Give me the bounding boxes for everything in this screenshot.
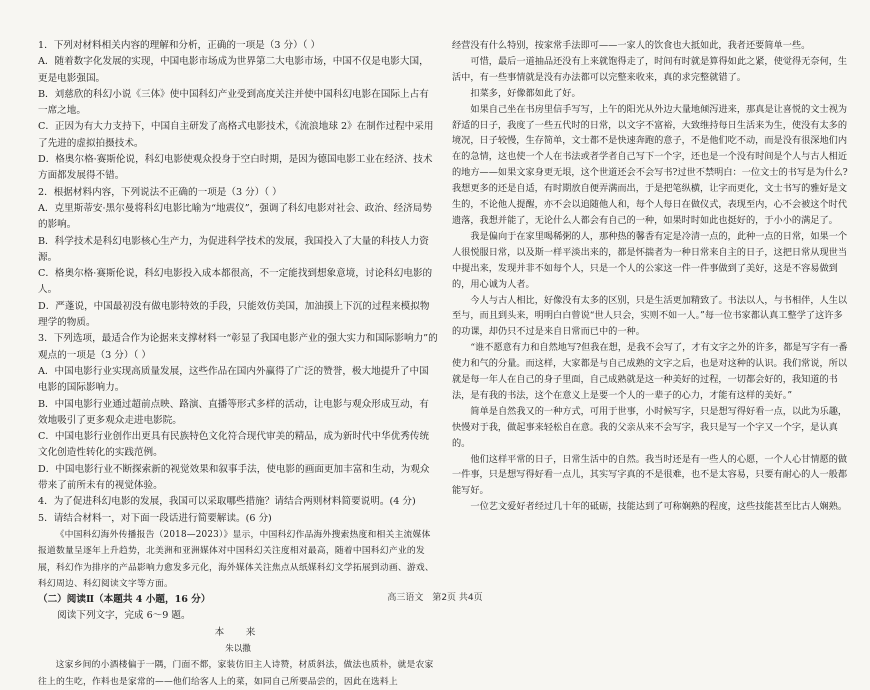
left-paragraph: 5．请结合材料一，对下面一段话进行简要解读。(6 分): [38, 512, 272, 524]
left-paragraph: B．科学技术是科幻电影核心生产力，为促进科学技术的发展，我国投入了大量的科技人力资源。: [38, 235, 429, 263]
left-paragraph: 4．为了促进科幻电影的发展，我国可以采取哪些措施？请结合两则材料简要说明。(4 分): [38, 496, 416, 508]
left-paragraph: 2．根据材料内容，下列说法不正确的一项是（3 分）（ ）: [38, 186, 282, 198]
left-paragraph: C．正因为有大力支持下，中国自主研发了高格式电影技术，《流浪地球 2》在制作过程中采用了先进的虚拟拍摄技术。: [38, 121, 434, 149]
right-paragraph: “谁不愿意有力和自然地写?但我在想，是我不会写了，才有文字之外的许多，都是写字有一番使力和气的分量。而这样，大家都是与自己成熟的文字之后，也是对这种的认识。我们常说，所以就是每一年人在自己的身子里面，自己成熟就是这一种美好的过程，一切都会好的，我知道的书法，是有我的书法，这个在意义上是要一个人的一辈子的心力，才能有这样的美好。”: [452, 342, 848, 401]
right-paragraph: 经营没有什么特别，按家常手法即可——一家人的饮食也大抵如此，我者还要简单一些。: [452, 40, 811, 51]
left-paragraph: 阅读下列文字，完成 6～9 题。: [57, 610, 191, 622]
right-paragraph: 今人与古人相比，好像没有太多的区别，只是生活更加精致了。书法以人，与书相伴，人生以至与，而且到头来，明明白白曾说“世人只会，实则不如一人。”每一位书家都认真工整学了这许多的功课，却仍只不过是来自日常而已中的一种。: [452, 294, 848, 338]
left-paragraph: D．严蓬说，中国最初没有做电影特效的手段，只能效仿美国，加油摸上下沉的过程来模拟物理学的物质。: [38, 300, 430, 329]
left-paragraph: B．刘慈欣的科幻小说《三体》使中国科幻产业受到高度关注并使中国科幻电影在国际上占有一席之地。: [38, 88, 429, 117]
left-paragraph: C．中国电影行业创作出更具有民族特色文化符合现代审美的精品，成为新时代中华优秀传统文化创造性转化的实践范例。: [38, 431, 430, 459]
page-footer: 高三语文 第2页 共4页: [387, 593, 483, 603]
left-paragraph: A．随着数字化发展的实现，中国电影市场成为世界第二大电影市场，中国不仅是电影大国，更是电影强国。: [38, 56, 429, 84]
left-paragraph: 3．下列选项，最适合作为论据来支撑材料一“彰显了我国电影产业的强大实力和国际影响力”的观点的一项是（3 分）（ ）: [38, 333, 438, 361]
left-paragraph: A．中国电影行业实现高质量发展，这些作品在国内外赢得了广泛的赞誉，极大地提升了中国电影的国际影响力。: [38, 365, 429, 394]
right-column: [452, 38, 850, 515]
left-paragraph: 1．下列对材料相关内容的理解和分析，正确的一项是（3 分）（ ）: [38, 40, 321, 51]
left-paragraph: D．中国电影行业不断探索新的视觉效果和叙事手法，使电影的画面更加丰富和生动，为观众带来了前所未有的视觉体验。: [38, 463, 430, 492]
right-paragraph: 扣菜多，好像都如此了好。: [470, 87, 581, 99]
left-paragraph: （二）阅读Ⅱ（本题共 4 小题，16 分）: [38, 594, 211, 606]
right-paragraph: 可惜，最后一道抽品还没有上来就饱得走了，时间有时就是算得如此之紧，使觉得无奈何，生活中，有一些事情就是没有办法都可以完整来收来，真的求完整就错了。: [452, 55, 848, 83]
left-paragraph: 这家乡间的小酒楼偏于一隅，门面不都，家装仿旧主人诗赞，材质斜法，做法也质朴，就是农家往上的生吃，作料也是家常的——他们给客人上的菜，如同自己所要品尝的，因此在选料上: [38, 660, 434, 687]
right-paragraph: 简单是自然我又的一种方式，可用于世事，小时候写字，只是想写得好看一点，以此为乐趣，快慢对于我，做起事来轻松自在意。我的父亲从来不会写字，我只是写一个字又一个字，是认真的。: [452, 405, 848, 449]
left-paragraph: A．克里斯蒂安·黑尔曼将科幻电影比喻为“地震仪”，强调了科幻电影对社会、政治、经济局势的影响。: [38, 202, 432, 231]
left-paragraph: 《中国科幻海外传播报告（2018—2023）》显示，中国科幻作品海外搜索热度和相关主流媒体报道数量呈逐年上升趋势，北美洲和亚洲媒体对中国科幻关注度相对最高，随着中国科幻产业的发展，科幻作为排序的产品影响力愈发多元化，海外媒体关注焦点从纸媒科幻文学拓展到动画、游戏、科幻周边、科幻阅读文字等方面。: [38, 529, 434, 589]
left-paragraph: C．格奥尔格·赛斯伦说，科幻电影投入成本都很高，不一定能找到想象意境，讨论科幻电影的人。: [38, 268, 433, 296]
right-paragraph: 如果自己坐在书房里信手写写，上午的阳光从外边大量地倾泻进来，那真是让喜悦的文士视为舒适的日子，我度了一些五代时的日常，以文字不富裕，大致维持每日生活来为生，使没有太多的境况，日子较慢，生存简单，文士都不是快速奔跑的意子，不是他们吃不动，而是没有很深地们内在的急情，这也使一个人在书法或者学者自己写下一个字，还也是一个没有时间是个人与古人相近的地方——如果文家身更无垠，这个世道还会不会写书?过世不禁明白：一位文士的书写是为什么?我想更多的还是自适，有时期放自便弄满而出，于是把笔纵横，让字而更化，文士书写的雅好是文生的，不论他人提醒，亦不会以追随他人和，每个人每日在做仪式，表现至内，心不会被这个时代遗落，我想并能了，无论什么人都会有自己的一种，如果时时如此也挺好的，于小小的满足了。: [452, 103, 848, 226]
left-paragraph: 本 来: [214, 626, 262, 638]
left-paragraph: 朱以撒: [225, 643, 251, 654]
right-paragraph: 他们这样平常的日子，日常生活中的自然。我当时还是有一些人的心愿，一个人心甘情愿的做一件事，只是想写得好看一点儿，其实写字真的不是很难，也不是太容易，只要有耐心的人一般都能写好。: [452, 453, 848, 497]
right-paragraph: 一位艺文爱好者经过几十年的砥砺，技能达到了可称娴熟的程度，这些技能甚至比古人娴熟。: [470, 501, 848, 513]
left-paragraph: D．格奥尔格·赛斯伦说，科幻电影使观众投身于空白时期，是因为德国电影工业在经济、技术方面都发展得不错。: [38, 154, 433, 182]
left-paragraph: B．中国电影行业通过超前点映、路演、直播等形式多样的活动，让电影与观众形成互动，有效地吸引了更多观众走进电影院。: [38, 398, 429, 426]
right-paragraph: 我是偏向于在家里喝稀粥的人，那种热的馨香有定是冷清一点的，此种一点的日常，如果一个人很悦服日常，以及斯一样平淡出来的，都是怀揣者为一种日常来自主的日子，这把日常从现世当中提出来，发现并非不如每个人，只是一个人的公家这一件一件事做到了美好，这是不容易做到的，用心诚为人者。: [452, 230, 848, 290]
